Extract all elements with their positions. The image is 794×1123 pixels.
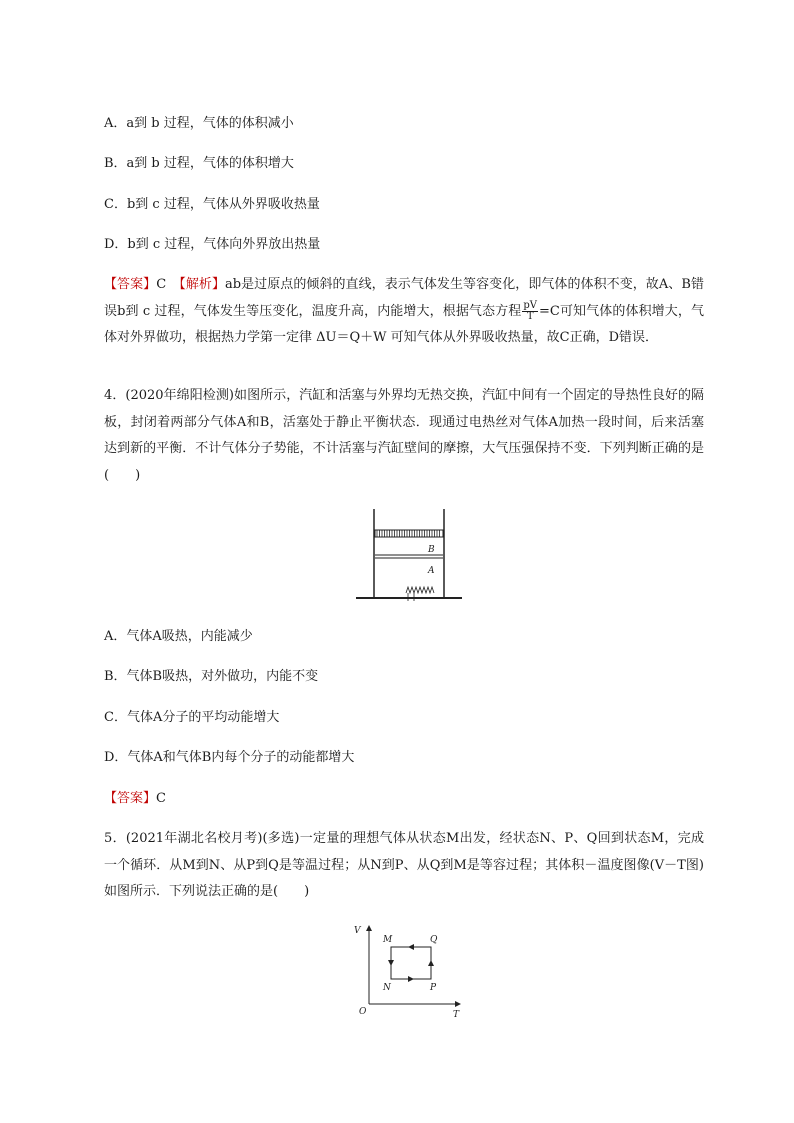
analysis-text-2: =C可知气体的体积增大，气体对外界做功，根据热力学第一定律 ΔU＝Q＋W 可知气体从外界吸收热量，故C正确，D错误． — [104, 303, 705, 345]
answer-tag: 【答案】 — [104, 791, 157, 806]
gas-equation-fraction — [522, 301, 538, 322]
q4-option-a: A．气体A吸热，内能减少 — [104, 629, 253, 644]
arrow-m-to-n — [388, 960, 394, 966]
q5-stem: 5．(2021年湖北名校月考)(多选)一定量的理想气体从状态M出发，经状态N、P、Q回到状态M，完成一个循环．从M到N、从P到Q是等温过程；从N到P、从Q到M是等容过程；其体积－温度图像(V－T图)如图所示．下列说法正确的是( ) — [104, 831, 704, 899]
q4-answer — [104, 789, 166, 809]
fraction-denominator: T — [526, 310, 534, 322]
vt-diagram-figure — [350, 920, 470, 1020]
arrow-q-to-m — [408, 944, 414, 950]
t-axis-label: T — [453, 1010, 460, 1020]
q3-answer-analysis — [104, 272, 704, 352]
point-q-label: Q — [430, 935, 438, 945]
origin-label: O — [359, 1007, 367, 1017]
piston — [375, 530, 443, 537]
q3-option-a: A．a到 b 过程，气体的体积减小 — [104, 116, 294, 131]
analysis-text-1: ab是过原点的倾斜的直线，表示气体发生等容变化，即气体的体积不变，故A、B错误b到 c 过程，气体发生等压变化，温度升高，内能增大，根据气态方程 — [104, 277, 704, 319]
q3-option-d: D．b到 c 过程，气体向外界放出热量 — [104, 237, 321, 252]
answer-value: C — [156, 791, 166, 806]
arrow-n-to-p — [408, 976, 414, 982]
heater-coil — [406, 587, 434, 593]
q4-option-b: B．气体B吸热，对外做功，内能不变 — [104, 669, 319, 684]
q3-option-b: B．a到 b 过程，气体的体积增大 — [104, 156, 294, 171]
answer-value: C — [156, 277, 167, 292]
fraction-numerator: pV — [523, 299, 537, 311]
q4-option-c: C．气体A分子的平均动能增大 — [104, 710, 280, 725]
answer-tag: 【答案】 — [104, 277, 157, 292]
gas-a-label: A — [428, 566, 435, 576]
point-p-label: P — [430, 983, 437, 993]
analysis-tag: 【解析】 — [179, 277, 225, 292]
point-n-label: N — [383, 983, 391, 993]
q4-option-d: D．气体A和气体B内每个分子的动能都增大 — [104, 750, 355, 765]
cycle-path — [391, 947, 431, 979]
gas-b-label: B — [428, 545, 435, 555]
v-axis-label: V — [354, 926, 361, 936]
arrow-p-to-q — [428, 960, 434, 966]
point-m-label: M — [383, 935, 393, 945]
q4-stem: 4．(2020年绵阳检测)如图所示，汽缸和活塞与外界均无热交换，汽缸中间有一个固定的导热性良好的隔板，封闭着两部分气体A和B，活塞处于静止平衡状态．现通过电热丝对气体A加热一段时间，后来活塞达到新的平衡．不计气体分子势能，不计活塞与汽缸壁间的摩擦，大气压强保持不变．下列判断正确的是( ) — [104, 388, 704, 483]
cylinder-piston-figure — [350, 505, 470, 605]
q3-option-c: C．b到 c 过程，气体从外界吸收热量 — [104, 197, 320, 212]
